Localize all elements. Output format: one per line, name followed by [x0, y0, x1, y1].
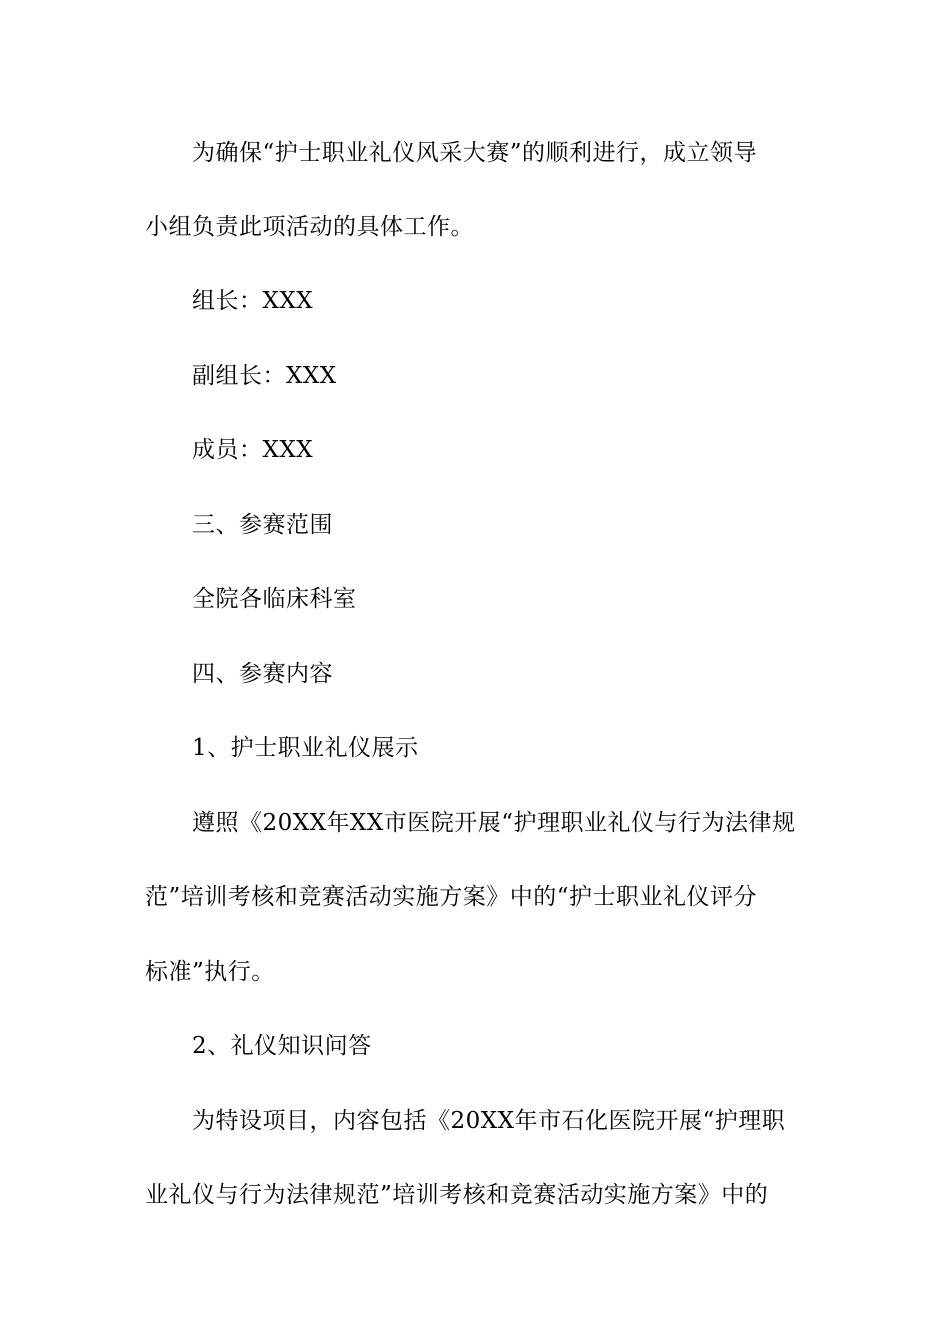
paragraph-line: 小组负责此项活动的具体工作。 — [145, 214, 474, 240]
paragraph-line: 全院各临床科室 — [192, 586, 357, 612]
deputy-leader-line: 副组长：XXX — [192, 363, 337, 389]
leader-line: 组长：XXX — [192, 288, 314, 314]
paragraph-line: 为确保“护士职业礼仪风采大赛”的顺利进行，成立领导 — [192, 140, 758, 166]
subsection-heading: 1、护士职业礼仪展示 — [192, 735, 419, 761]
paragraph-line: 业礼仪与行为法律规范”培训考核和竞赛活动实施方案》中的 — [145, 1182, 769, 1208]
paragraph-line: 范”培训考核和竞赛活动实施方案》中的“护士职业礼仪评分 — [145, 884, 758, 910]
paragraph-line: 标准”执行。 — [145, 959, 275, 985]
paragraph-line: 遵照《20XX年XX市医院开展“护理职业礼仪与行为法律规 — [192, 810, 796, 836]
subsection-heading: 2、礼仪知识问答 — [192, 1033, 372, 1059]
section-heading: 四、参赛内容 — [192, 661, 333, 687]
members-line: 成员：XXX — [192, 437, 314, 463]
section-heading: 三、参赛范围 — [192, 512, 333, 538]
paragraph-line: 为特设项目，内容包括《20XX年市石化医院开展“护理职 — [192, 1108, 786, 1134]
